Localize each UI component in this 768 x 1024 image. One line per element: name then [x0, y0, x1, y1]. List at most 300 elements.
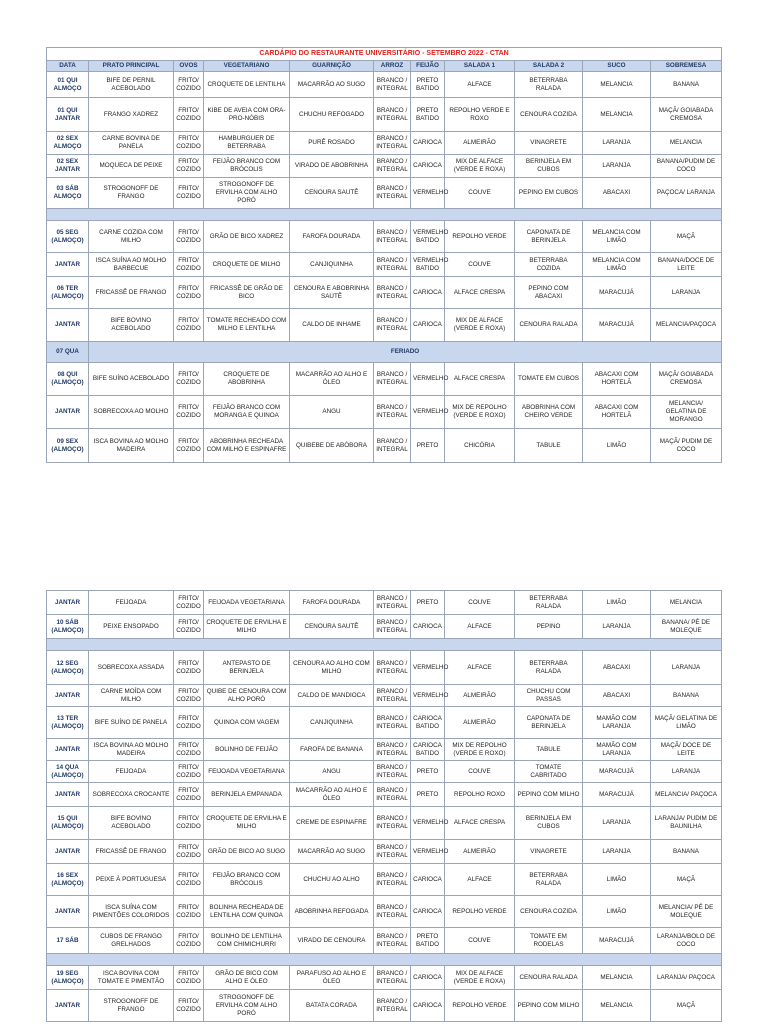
- menu-cell: LIMÃO: [583, 429, 651, 463]
- menu-cell: MAMÃO COM LARANJA: [583, 707, 651, 739]
- menu-cell: BIFE BOVINO ACEBOLADO: [89, 309, 174, 342]
- menu-row: [47, 253, 722, 277]
- date-cell: 13 TER (ALMOÇO): [47, 707, 89, 739]
- menu-cell: PRETO: [411, 429, 445, 463]
- menu-cell: FRICASSÊ DE GRÃO DE BICO: [204, 277, 290, 309]
- menu-cell: ALFACE CRESPA: [445, 807, 515, 840]
- menu-cell: BRANCO / INTEGRAL: [374, 896, 411, 928]
- date-cell: 02 SEX JANTAR: [47, 155, 89, 178]
- menu-cell: BETERRABA COZIDA: [515, 253, 583, 277]
- menu-cell: BRANCO / INTEGRAL: [374, 651, 411, 685]
- menu-cell: MELANCIA: [583, 98, 651, 132]
- menu-row: [47, 739, 722, 761]
- menu-cell: COUVE: [445, 178, 515, 209]
- menu-cell: MELANCIA: [651, 132, 722, 155]
- column-header: SOBREMESA: [651, 61, 722, 72]
- menu-cell: CARIOCA BATIDO: [411, 739, 445, 761]
- menu-cell: FRANGO XADREZ: [89, 98, 174, 132]
- date-cell: 03 SÁB ALMOÇO: [47, 178, 89, 209]
- menu-cell: BRANCO / INTEGRAL: [374, 277, 411, 309]
- menu-cell: PEPINO COM MILHO: [515, 783, 583, 807]
- menu-cell: VINAGRETE: [515, 132, 583, 155]
- date-cell: 19 SEG (ALMOÇO): [47, 966, 89, 990]
- menu-cell: BRANCO / INTEGRAL: [374, 928, 411, 954]
- menu-cell: PEPINO COM ABACAXI: [515, 277, 583, 309]
- menu-cell: GRÃO DE BICO COM ALHO E ÓLEO: [204, 966, 290, 990]
- menu-cell: FEIJÃO BRANCO COM MORANGA E QUINOA: [204, 396, 290, 429]
- menu-row: [47, 990, 722, 1022]
- menu-cell: ALFACE: [445, 651, 515, 685]
- menu-cell: BETERRABA RALADA: [515, 864, 583, 896]
- menu-cell: ISCA SUÍNA COM PIMENTÕES COLORIDOS: [89, 896, 174, 928]
- menu-row: [47, 396, 722, 429]
- menu-cell: LARANJA/BOLO DE COCO: [651, 928, 722, 954]
- menu-row: [47, 591, 722, 615]
- menu-cell: MELANCIA COM LIMÃO: [583, 253, 651, 277]
- menu-cell: FAROFA DOURADA: [290, 221, 374, 253]
- menu-cell: COUVE: [445, 253, 515, 277]
- holiday-label: FERIADO: [89, 342, 722, 363]
- menu-cell: REPOLHO VERDE: [445, 896, 515, 928]
- date-cell: 06 TER (ALMOÇO): [47, 277, 89, 309]
- menu-cell: CUBOS DE FRANGO GRELHADOS: [89, 928, 174, 954]
- menu-cell: TABULE: [515, 429, 583, 463]
- menu-cell: CROQUETE DE ERVILHA E MILHO: [204, 807, 290, 840]
- menu-cell: CHICÓRIA: [445, 429, 515, 463]
- menu-cell: FRITO/ COZIDO: [174, 363, 204, 396]
- date-cell: 01 QUI JANTAR: [47, 98, 89, 132]
- menu-cell: FRICASSÊ DE FRANGO: [89, 277, 174, 309]
- menu-cell: QUINOA COM VAGEM: [204, 707, 290, 739]
- date-cell: JANTAR: [47, 309, 89, 342]
- week-separator: [47, 954, 722, 966]
- date-cell: 14 QUA (ALMOÇO): [47, 761, 89, 783]
- menu-cell: TOMATE EM RODELAS: [515, 928, 583, 954]
- menu-cell: COUVE: [445, 928, 515, 954]
- menu-row: [47, 651, 722, 685]
- menu-cell: BRANCO / INTEGRAL: [374, 864, 411, 896]
- menu-cell: MAÇÃ/ GOIABADA CREMOSA: [651, 98, 722, 132]
- menu-cell: PRETO BATIDO: [411, 928, 445, 954]
- menu-cell: BRANCO / INTEGRAL: [374, 309, 411, 342]
- menu-cell: BRANCO / INTEGRAL: [374, 72, 411, 98]
- menu-cell: ALFACE: [445, 72, 515, 98]
- date-cell: JANTAR: [47, 685, 89, 707]
- menu-row: [47, 896, 722, 928]
- menu-cell: FRITO/ COZIDO: [174, 840, 204, 864]
- menu-cell: LARANJA: [651, 761, 722, 783]
- menu-cell: FRITO/ COZIDO: [174, 253, 204, 277]
- menu-cell: MELANCIA/PAÇOCA: [651, 309, 722, 342]
- menu-cell: MAÇÃ: [651, 221, 722, 253]
- menu-cell: CARIOCA: [411, 966, 445, 990]
- column-header: SALADA 1: [445, 61, 515, 72]
- menu-cell: BANANA/ PÉ DE MOLEQUE: [651, 615, 722, 639]
- menu-cell: REPOLHO ROXO: [445, 783, 515, 807]
- menu-cell: FRITO/ COZIDO: [174, 396, 204, 429]
- menu-row: [47, 132, 722, 155]
- menu-cell: BOLINHO DE FEIJÃO: [204, 739, 290, 761]
- date-cell: 12 SEG (ALMOÇO): [47, 651, 89, 685]
- menu-cell: REPOLHO VERDE: [445, 221, 515, 253]
- menu-cell: CENOURA SAUTÊ: [290, 178, 374, 209]
- menu-cell: PEPINO COM MILHO: [515, 990, 583, 1022]
- menu-cell: PRETO BATIDO: [411, 98, 445, 132]
- menu-cell: BRANCO / INTEGRAL: [374, 221, 411, 253]
- menu-cell: CROQUETE DE ERVILHA E MILHO: [204, 615, 290, 639]
- menu-cell: STROGONOFF DE FRANGO: [89, 990, 174, 1022]
- menu-cell: BOLINHO DE LENTILHA COM CHIMICHURRI: [204, 928, 290, 954]
- date-cell: 17 SÁB: [47, 928, 89, 954]
- menu-cell: MIX DE REPOLHO (VERDE E ROXO): [445, 396, 515, 429]
- menu-row: [47, 277, 722, 309]
- menu-cell: PEIXE ENSOPADO: [89, 615, 174, 639]
- menu-row: [47, 966, 722, 990]
- column-header: VEGETARIANO: [204, 61, 290, 72]
- menu-cell: COUVE: [445, 591, 515, 615]
- menu-cell: STROGONOFF DE ERVILHA COM ALHO PORÓ: [204, 990, 290, 1022]
- menu-cell: CALDO DE MANDIOCA: [290, 685, 374, 707]
- menu-cell: ABOBRINHA RECHEADA COM MILHO E ESPINAFRE: [204, 429, 290, 463]
- menu-cell: BRANCO / INTEGRAL: [374, 783, 411, 807]
- menu-cell: CROQUETE DE LENTILHA: [204, 72, 290, 98]
- menu-cell: BIFE SUÍNO ACEBOLADO: [89, 363, 174, 396]
- date-cell: JANTAR: [47, 739, 89, 761]
- menu-cell: GRÃO DE BICO XADREZ: [204, 221, 290, 253]
- menu-cell: BIFE DE PERNIL ACEBOLADO: [89, 72, 174, 98]
- menu-cell: CARIOCA: [411, 155, 445, 178]
- menu-cell: SOBRECOXA CROCANTE: [89, 783, 174, 807]
- menu-cell: TABULE: [515, 739, 583, 761]
- menu-cell: LARANJA/ PAÇOCA: [651, 966, 722, 990]
- menu-cell: VIRADO DE CENOURA: [290, 928, 374, 954]
- menu-cell: VERMELHO: [411, 840, 445, 864]
- menu-cell: LARANJA: [583, 132, 651, 155]
- menu-cell: BETERRABA RALADA: [515, 591, 583, 615]
- menu-row: [47, 72, 722, 98]
- menu-row: [47, 783, 722, 807]
- menu-cell: CARIOCA BATIDO: [411, 707, 445, 739]
- menu-cell: VERMELHO: [411, 363, 445, 396]
- menu-cell: FRITO/ COZIDO: [174, 896, 204, 928]
- menu-cell: MIX DE ALFACE (VERDE E ROXA): [445, 155, 515, 178]
- menu-cell: MOQUECA DE PEIXE: [89, 155, 174, 178]
- menu-cell: MELANCIA/ GELATINA DE MORANGO: [651, 396, 722, 429]
- menu-page-1: [46, 47, 721, 463]
- menu-cell: PEPINO: [515, 615, 583, 639]
- menu-cell: MAÇÃ/ GOIABADA CREMOSA: [651, 363, 722, 396]
- menu-cell: CARIOCA: [411, 615, 445, 639]
- menu-row: [47, 155, 722, 178]
- menu-cell: FRITO/ COZIDO: [174, 685, 204, 707]
- date-cell: 16 SEX (ALMOÇO): [47, 864, 89, 896]
- menu-cell: MAMÃO COM LARANJA: [583, 739, 651, 761]
- menu-cell: ALMEIRÃO: [445, 685, 515, 707]
- menu-cell: MELANCIA: [583, 990, 651, 1022]
- menu-cell: VERMELHO: [411, 396, 445, 429]
- menu-cell: PEIXE À PORTUGUESA: [89, 864, 174, 896]
- menu-cell: MELANCIA: [583, 72, 651, 98]
- menu-cell: LIMÃO: [583, 896, 651, 928]
- menu-cell: VERMELHO: [411, 685, 445, 707]
- menu-cell: BATATA CORADA: [290, 990, 374, 1022]
- menu-cell: CHUCHU COM PASSAS: [515, 685, 583, 707]
- menu-cell: BRANCO / INTEGRAL: [374, 429, 411, 463]
- menu-cell: LARANJA: [583, 155, 651, 178]
- menu-cell: REPOLHO VERDE E ROXO: [445, 98, 515, 132]
- menu-cell: MELANCIA: [583, 966, 651, 990]
- menu-cell: FEIJOADA VEGETARIANA: [204, 591, 290, 615]
- menu-cell: CANJIQUINHA: [290, 707, 374, 739]
- menu-title: CARDÁPIO DO RESTAURANTE UNIVERSITÁRIO - SETEMBRO 2022 - CTAN: [47, 48, 722, 61]
- menu-cell: LARANJA/ PUDIM DE BAUNILHA: [651, 807, 722, 840]
- menu-cell: CAPONATA DE BERINJELA: [515, 707, 583, 739]
- separator-cell: [47, 639, 722, 651]
- menu-cell: FRITO/ COZIDO: [174, 429, 204, 463]
- date-cell: JANTAR: [47, 253, 89, 277]
- menu-cell: CARIOCA: [411, 132, 445, 155]
- date-cell: 07 QUA: [47, 342, 89, 363]
- holiday-row: [47, 342, 722, 363]
- menu-row: [47, 840, 722, 864]
- menu-cell: LARANJA: [583, 615, 651, 639]
- menu-row: [47, 807, 722, 840]
- menu-cell: KIBE DE AVEIA COM ORA-PRO-NÓBIS: [204, 98, 290, 132]
- menu-cell: FRITO/ COZIDO: [174, 739, 204, 761]
- menu-cell: BRANCO / INTEGRAL: [374, 615, 411, 639]
- menu-cell: FRITO/ COZIDO: [174, 707, 204, 739]
- menu-cell: CENOURA RALADA: [515, 309, 583, 342]
- menu-cell: BRANCO / INTEGRAL: [374, 807, 411, 840]
- menu-cell: FRITO/ COZIDO: [174, 783, 204, 807]
- menu-cell: CARIOCA: [411, 990, 445, 1022]
- menu-cell: MARACUJÁ: [583, 277, 651, 309]
- menu-cell: CAPONATA DE BERINJELA: [515, 221, 583, 253]
- menu-cell: BRANCO / INTEGRAL: [374, 990, 411, 1022]
- menu-cell: FEIJOADA: [89, 761, 174, 783]
- menu-row: [47, 864, 722, 896]
- week-separator: [47, 209, 722, 221]
- menu-cell: BRANCO / INTEGRAL: [374, 363, 411, 396]
- menu-cell: FRITO/ COZIDO: [174, 761, 204, 783]
- menu-cell: FEIJOADA VEGETARIANA: [204, 761, 290, 783]
- menu-row: [47, 685, 722, 707]
- menu-cell: FEIJÃO BRANCO COM BRÓCOLIS: [204, 864, 290, 896]
- menu-cell: BRANCO / INTEGRAL: [374, 178, 411, 209]
- menu-cell: QUIBE DE CENOURA COM ALHO PORÓ: [204, 685, 290, 707]
- menu-page-2: [46, 590, 721, 1022]
- menu-cell: CARIOCA: [411, 864, 445, 896]
- menu-cell: REPOLHO VERDE: [445, 990, 515, 1022]
- menu-cell: CARNE COZIDA COM MILHO: [89, 221, 174, 253]
- menu-cell: ALFACE: [445, 864, 515, 896]
- menu-cell: FRITO/ COZIDO: [174, 132, 204, 155]
- menu-cell: CROQUETE DE MILHO: [204, 253, 290, 277]
- menu-cell: BERINJELA EM CUBOS: [515, 155, 583, 178]
- column-header: ARROZ: [374, 61, 411, 72]
- menu-cell: MACARRÃO AO ALHO E ÓLEO: [290, 363, 374, 396]
- menu-table-2: [46, 590, 722, 1022]
- menu-cell: MELANCIA/ PÉ DE MOLEQUE: [651, 896, 722, 928]
- menu-cell: ALFACE CRESPA: [445, 277, 515, 309]
- column-header: SALADA 2: [515, 61, 583, 72]
- menu-cell: FRITO/ COZIDO: [174, 221, 204, 253]
- column-header: GUARNIÇÃO: [290, 61, 374, 72]
- date-cell: 05 SEG (ALMOÇO): [47, 221, 89, 253]
- menu-cell: CARIOCA: [411, 896, 445, 928]
- menu-cell: BANANA/DOCE DE LEITE: [651, 253, 722, 277]
- menu-cell: MIX DE ALFACE (VERDE E ROXA): [445, 966, 515, 990]
- menu-cell: CHUCHU REFOGADO: [290, 98, 374, 132]
- date-cell: 09 SEX (ALMOÇO): [47, 429, 89, 463]
- menu-cell: MACARRÃO AO SUGO: [290, 840, 374, 864]
- menu-cell: MACARRÃO AO SUGO: [290, 72, 374, 98]
- menu-cell: HAMBURGUER DE BETERRABA: [204, 132, 290, 155]
- menu-cell: CENOURA AO ALHO COM MILHO: [290, 651, 374, 685]
- date-cell: JANTAR: [47, 591, 89, 615]
- menu-cell: ABACAXI: [583, 178, 651, 209]
- week-separator: [47, 639, 722, 651]
- menu-cell: BIFE SUÍNO DE PANELA: [89, 707, 174, 739]
- menu-cell: BETERRABA RALADA: [515, 72, 583, 98]
- menu-cell: CALDO DE INHAME: [290, 309, 374, 342]
- separator-cell: [47, 954, 722, 966]
- menu-cell: ANGU: [290, 761, 374, 783]
- menu-cell: VIRADO DE ABOBRINHA: [290, 155, 374, 178]
- menu-cell: FRITO/ COZIDO: [174, 309, 204, 342]
- menu-cell: MAÇÃ/ DOCE DE LEITE: [651, 739, 722, 761]
- menu-cell: ALFACE: [445, 615, 515, 639]
- date-cell: 10 SÁB (ALMOÇO): [47, 615, 89, 639]
- menu-cell: CENOURA COZIDA: [515, 896, 583, 928]
- menu-cell: ABOBRINHA REFOGADA: [290, 896, 374, 928]
- menu-cell: PRETO: [411, 761, 445, 783]
- date-cell: 15 QUI (ALMOÇO): [47, 807, 89, 840]
- menu-cell: ANGU: [290, 396, 374, 429]
- menu-cell: COUVE: [445, 761, 515, 783]
- menu-cell: FRITO/ COZIDO: [174, 277, 204, 309]
- menu-cell: LARANJA: [651, 651, 722, 685]
- menu-cell: MARACUJÁ: [583, 783, 651, 807]
- menu-cell: TOMATE EM CUBOS: [515, 363, 583, 396]
- menu-cell: MIX DE ALFACE (VERDE E ROXA): [445, 309, 515, 342]
- menu-cell: FRITO/ COZIDO: [174, 651, 204, 685]
- menu-cell: BETERRABA RALADA: [515, 651, 583, 685]
- menu-cell: LARANJA: [651, 277, 722, 309]
- menu-cell: MACARRÃO AO ALHO E ÓLEO: [290, 783, 374, 807]
- menu-cell: FRITO/ COZIDO: [174, 807, 204, 840]
- menu-cell: LIMÃO: [583, 591, 651, 615]
- menu-cell: VERMELHO: [411, 651, 445, 685]
- menu-cell: PEPINO EM CUBOS: [515, 178, 583, 209]
- menu-cell: FRITO/ COZIDO: [174, 155, 204, 178]
- menu-cell: BERINJELA EMPANADA: [204, 783, 290, 807]
- menu-cell: SOBRECOXA ASSADA: [89, 651, 174, 685]
- menu-cell: FRITO/ COZIDO: [174, 615, 204, 639]
- date-cell: 02 SEX ALMOÇO: [47, 132, 89, 155]
- menu-cell: FRITO/ COZIDO: [174, 591, 204, 615]
- menu-cell: PRETO: [411, 591, 445, 615]
- menu-cell: PRETO: [411, 783, 445, 807]
- menu-row: [47, 309, 722, 342]
- menu-cell: VERMELHO: [411, 807, 445, 840]
- menu-cell: ALFACE CRESPA: [445, 363, 515, 396]
- menu-cell: CROQUETE DE ABOBRINHA: [204, 363, 290, 396]
- menu-cell: FEIJÃO BRANCO COM BRÓCOLIS: [204, 155, 290, 178]
- menu-cell: BRANCO / INTEGRAL: [374, 396, 411, 429]
- menu-cell: VERMELHO: [411, 178, 445, 209]
- menu-cell: BRANCO / INTEGRAL: [374, 685, 411, 707]
- menu-cell: TOMATE RECHEADO COM MILHO E LENTILHA: [204, 309, 290, 342]
- menu-cell: FAROFA DE BANANA: [290, 739, 374, 761]
- menu-cell: FRITO/ COZIDO: [174, 966, 204, 990]
- menu-cell: ABACAXI COM HORTELÃ: [583, 396, 651, 429]
- menu-row: [47, 707, 722, 739]
- column-header: SUCO: [583, 61, 651, 72]
- column-header: DATA: [47, 61, 89, 72]
- date-cell: JANTAR: [47, 783, 89, 807]
- menu-cell: GRÃO DE BICO AO SUGO: [204, 840, 290, 864]
- menu-cell: FRICASSÊ DE FRANGO: [89, 840, 174, 864]
- menu-cell: ANTEPASTO DE BERINJELA: [204, 651, 290, 685]
- menu-cell: MELANCIA COM LIMÃO: [583, 221, 651, 253]
- menu-cell: SOBRECOXA AO MOLHO: [89, 396, 174, 429]
- menu-cell: ABACAXI: [583, 685, 651, 707]
- menu-cell: CENOURA RALADA: [515, 966, 583, 990]
- menu-cell: CARIOCA: [411, 277, 445, 309]
- menu-cell: CREME DE ESPINAFRE: [290, 807, 374, 840]
- menu-row: [47, 615, 722, 639]
- menu-cell: QUIBEBE DE ABÓBORA: [290, 429, 374, 463]
- menu-cell: BANANA: [651, 72, 722, 98]
- menu-cell: MARACUJÁ: [583, 928, 651, 954]
- date-cell: JANTAR: [47, 840, 89, 864]
- date-cell: JANTAR: [47, 396, 89, 429]
- menu-row: [47, 98, 722, 132]
- menu-row: [47, 221, 722, 253]
- menu-cell: PRETO BATIDO: [411, 72, 445, 98]
- menu-cell: VERMELHO BATIDO: [411, 221, 445, 253]
- menu-cell: BANANA: [651, 685, 722, 707]
- column-header: OVOS: [174, 61, 204, 72]
- menu-cell: CANJIQUINHA: [290, 253, 374, 277]
- menu-cell: MELANCIA: [651, 591, 722, 615]
- menu-cell: ALMEIRÃO: [445, 707, 515, 739]
- menu-cell: BRANCO / INTEGRAL: [374, 155, 411, 178]
- menu-cell: MAÇÃ/ PUDIM DE COCO: [651, 429, 722, 463]
- date-cell: JANTAR: [47, 896, 89, 928]
- menu-cell: ISCA BOVINA AO MOLHO MADEIRA: [89, 429, 174, 463]
- date-cell: JANTAR: [47, 990, 89, 1022]
- menu-cell: BRANCO / INTEGRAL: [374, 707, 411, 739]
- menu-cell: VINAGRETE: [515, 840, 583, 864]
- column-header: PRATO PRINCIPAL: [89, 61, 174, 72]
- menu-cell: BOLINHA RECHEADA DE LENTILHA COM QUINOA: [204, 896, 290, 928]
- menu-cell: ALMEIRÃO: [445, 840, 515, 864]
- menu-cell: ABACAXI: [583, 651, 651, 685]
- menu-cell: MAÇÃ: [651, 864, 722, 896]
- date-cell: 01 QUI ALMOÇO: [47, 72, 89, 98]
- menu-cell: FRITO/ COZIDO: [174, 864, 204, 896]
- menu-cell: MELANCIA/ PAÇOCA: [651, 783, 722, 807]
- menu-cell: FRITO/ COZIDO: [174, 990, 204, 1022]
- menu-cell: BRANCO / INTEGRAL: [374, 591, 411, 615]
- menu-cell: ISCA BOVINA COM TOMATE E PIMENTÃO: [89, 966, 174, 990]
- menu-cell: ALMEIRÃO: [445, 132, 515, 155]
- menu-cell: FRITO/ COZIDO: [174, 178, 204, 209]
- menu-cell: MAÇÃ: [651, 990, 722, 1022]
- menu-cell: BRANCO / INTEGRAL: [374, 132, 411, 155]
